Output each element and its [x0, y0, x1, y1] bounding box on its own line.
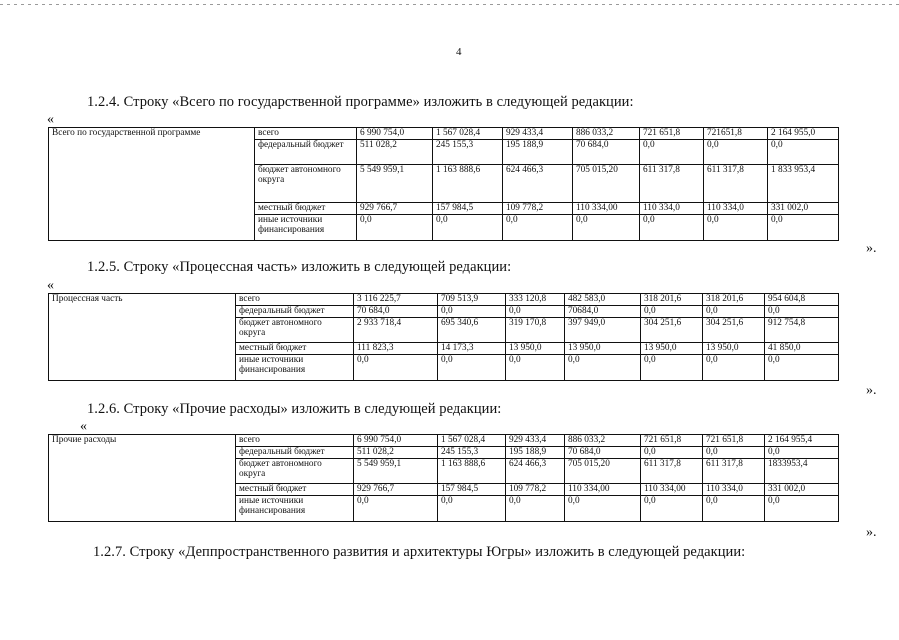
cell-value: 245 155,3 [438, 447, 506, 459]
section-heading-1-2-6: 1.2.6. Строку «Прочие расходы» изложить в следующей редакции: [87, 401, 502, 417]
cell-value: 1 163 888,6 [438, 459, 506, 484]
row-label: федеральный бюджет [236, 306, 354, 318]
cell-value: 695 340,6 [438, 318, 506, 343]
cell-value: 304 251,6 [641, 318, 703, 343]
cell-value: 0,0 [703, 355, 765, 381]
cell-value: 1 567 028,4 [438, 435, 506, 447]
cell-value: 331 002,0 [768, 203, 839, 215]
cell-value: 304 251,6 [703, 318, 765, 343]
cell-value: 0,0 [641, 355, 703, 381]
cell-value: 0,0 [503, 215, 573, 241]
table-row [49, 128, 839, 140]
cell-value: 0,0 [438, 306, 506, 318]
cell-value: 0,0 [573, 215, 640, 241]
cell-value: 318 201,6 [641, 294, 703, 306]
cell-value: 2 164 955,4 [765, 435, 839, 447]
cell-value: 624 466,3 [503, 165, 573, 203]
cell-value: 157 984,5 [438, 484, 506, 496]
cell-value: 0,0 [354, 355, 438, 381]
row-label: бюджет автономного округа [255, 165, 357, 203]
cell-value: 0,0 [765, 355, 839, 381]
cell-value: 929 766,7 [354, 484, 438, 496]
budget-table-total [48, 127, 839, 241]
table-row [49, 435, 839, 447]
cell-value: 157 984,5 [433, 203, 503, 215]
cell-value: 109 778,2 [503, 203, 573, 215]
cell-value: 0,0 [765, 496, 839, 522]
row-label: местный бюджет [236, 343, 354, 355]
cell-value: 333 120,8 [506, 294, 565, 306]
cell-value: 624 466,3 [506, 459, 565, 484]
cell-value: 929 433,4 [506, 435, 565, 447]
cell-value: 721651,8 [704, 128, 768, 140]
cell-value: 5 549 959,1 [357, 165, 433, 203]
cell-value: 0,0 [506, 306, 565, 318]
cell-value: 0,0 [506, 496, 565, 522]
cell-value: 0,0 [704, 140, 768, 165]
cell-value: 3 116 225,7 [354, 294, 438, 306]
table-row-name: Всего по государственной программе [49, 128, 255, 241]
cell-value: 886 033,2 [565, 435, 641, 447]
cell-value: 611 317,8 [640, 165, 704, 203]
cell-value: 1833953,4 [765, 459, 839, 484]
cell-value: 0,0 [640, 215, 704, 241]
cell-value: 1 833 953,4 [768, 165, 839, 203]
cell-value: 195 188,9 [506, 447, 565, 459]
cell-value: 5 549 959,1 [354, 459, 438, 484]
cell-value: 0,0 [765, 447, 839, 459]
cell-value: 110 334,0 [640, 203, 704, 215]
row-label: федеральный бюджет [236, 447, 354, 459]
table-row [49, 294, 839, 306]
cell-value: 6 990 754,0 [357, 128, 433, 140]
row-label: всего [236, 294, 354, 306]
scan-top-edge [0, 4, 899, 5]
cell-value: 0,0 [641, 447, 703, 459]
cell-value: 0,0 [640, 140, 704, 165]
close-quote-1-2-6: ». [866, 525, 877, 540]
cell-value: 331 002,0 [765, 484, 839, 496]
cell-value: 705 015,20 [565, 459, 641, 484]
row-label: иные источники финансирования [255, 215, 357, 241]
cell-value: 109 778,2 [506, 484, 565, 496]
cell-value: 245 155,3 [433, 140, 503, 165]
cell-value: 0,0 [703, 447, 765, 459]
cell-value: 511 028,2 [357, 140, 433, 165]
cell-value: 929 766,7 [357, 203, 433, 215]
row-label: всего [255, 128, 357, 140]
open-quote-1-2-6: « [80, 419, 87, 434]
close-quote-1-2-4: ». [866, 241, 877, 256]
cell-value: 0,0 [357, 215, 433, 241]
cell-value: 2 164 955,0 [768, 128, 839, 140]
row-label: иные источники финансирования [236, 355, 354, 381]
cell-value: 110 334,0 [704, 203, 768, 215]
cell-value: 14 173,3 [438, 343, 506, 355]
section-heading-1-2-5: 1.2.5. Строку «Процессная часть» изложить в следующей редакции: [87, 259, 512, 275]
cell-value: 13 950,0 [506, 343, 565, 355]
table-row-name: Прочие расходы [49, 435, 236, 522]
cell-value: 110 334,00 [573, 203, 640, 215]
cell-value: 611 317,8 [641, 459, 703, 484]
cell-value: 111 823,3 [354, 343, 438, 355]
cell-value: 0,0 [703, 496, 765, 522]
cell-value: 70 684,0 [354, 306, 438, 318]
cell-value: 0,0 [354, 496, 438, 522]
row-label: всего [236, 435, 354, 447]
cell-value: 929 433,4 [503, 128, 573, 140]
cell-value: 70684,0 [565, 306, 641, 318]
row-label: иные источники финансирования [236, 496, 354, 522]
cell-value: 397 949,0 [565, 318, 641, 343]
budget-table-process [48, 293, 839, 381]
cell-value: 319 170,8 [506, 318, 565, 343]
cell-value: 13 950,0 [703, 343, 765, 355]
cell-value: 0,0 [641, 306, 703, 318]
cell-value: 0,0 [641, 496, 703, 522]
open-quote-1-2-5: « [47, 278, 54, 293]
section-heading-1-2-7: 1.2.7. Строку «Деппространственного развития и архитектуры Югры» изложить в следующей редакции: [93, 544, 746, 560]
row-label: местный бюджет [236, 484, 354, 496]
cell-value: 13 950,0 [565, 343, 641, 355]
cell-value: 318 201,6 [703, 294, 765, 306]
cell-value: 912 754,8 [765, 318, 839, 343]
cell-value: 2 933 718,4 [354, 318, 438, 343]
cell-value: 511 028,2 [354, 447, 438, 459]
row-label: федеральный бюджет [255, 140, 357, 165]
cell-value: 110 334,00 [565, 484, 641, 496]
cell-value: 611 317,8 [703, 459, 765, 484]
row-label: местный бюджет [255, 203, 357, 215]
cell-value: 709 513,9 [438, 294, 506, 306]
cell-value: 721 651,8 [703, 435, 765, 447]
cell-value: 0,0 [768, 215, 839, 241]
budget-table-other [48, 434, 839, 522]
cell-value: 721 651,8 [641, 435, 703, 447]
cell-value: 41 850,0 [765, 343, 839, 355]
cell-value: 721 651,8 [640, 128, 704, 140]
cell-value: 110 334,0 [703, 484, 765, 496]
page-number: 4 [456, 46, 462, 58]
cell-value: 0,0 [433, 215, 503, 241]
cell-value: 0,0 [704, 215, 768, 241]
cell-value: 954 604,8 [765, 294, 839, 306]
cell-value: 0,0 [703, 306, 765, 318]
cell-value: 0,0 [438, 355, 506, 381]
cell-value: 110 334,00 [641, 484, 703, 496]
row-label: бюджет автономного округа [236, 459, 354, 484]
cell-value: 0,0 [565, 355, 641, 381]
cell-value: 0,0 [565, 496, 641, 522]
cell-value: 70 684,0 [573, 140, 640, 165]
cell-value: 1 567 028,4 [433, 128, 503, 140]
cell-value: 482 583,0 [565, 294, 641, 306]
cell-value: 13 950,0 [641, 343, 703, 355]
cell-value: 195 188,9 [503, 140, 573, 165]
row-label: бюджет автономного округа [236, 318, 354, 343]
cell-value: 0,0 [765, 306, 839, 318]
cell-value: 6 990 754,0 [354, 435, 438, 447]
cell-value: 1 163 888,6 [433, 165, 503, 203]
cell-value: 886 033,2 [573, 128, 640, 140]
table-row-name: Процессная часть [49, 294, 236, 381]
open-quote-1-2-4: « [47, 112, 54, 127]
close-quote-1-2-5: ». [866, 383, 877, 398]
cell-value: 0,0 [506, 355, 565, 381]
section-heading-1-2-4: 1.2.4. Строку «Всего по государственной программе» изложить в следующей редакции: [87, 94, 634, 110]
cell-value: 611 317,8 [704, 165, 768, 203]
cell-value: 0,0 [438, 496, 506, 522]
cell-value: 705 015,20 [573, 165, 640, 203]
cell-value: 0,0 [768, 140, 839, 165]
cell-value: 70 684,0 [565, 447, 641, 459]
